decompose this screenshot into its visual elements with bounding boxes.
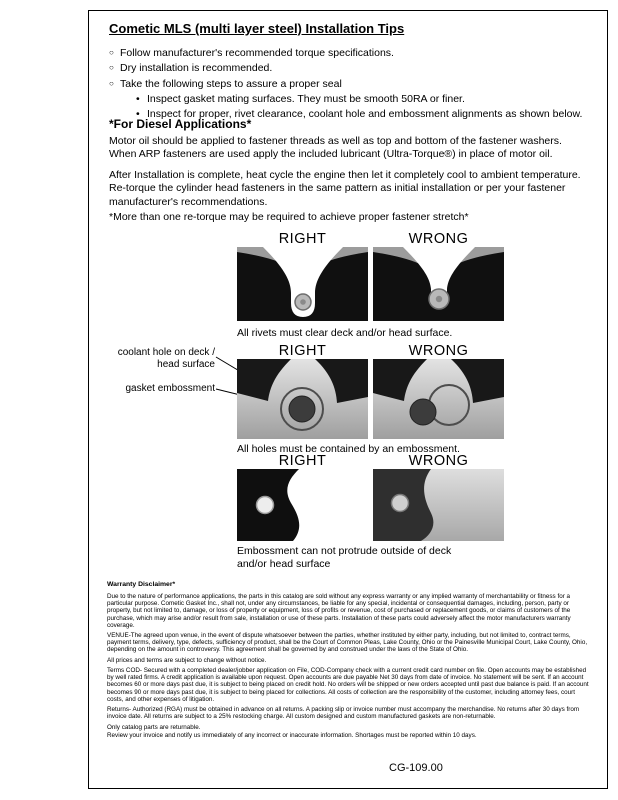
retorque-note: *More than one re-torque may be required to achieve proper fastener stretch* <box>109 211 469 223</box>
tips-list <box>109 47 597 123</box>
wrong-label-row1: WRONG <box>408 231 469 247</box>
tip-item <box>109 47 597 60</box>
warranty-disclaimer-section <box>107 581 593 742</box>
protrusion-wrong-diagram <box>373 469 504 541</box>
legal-paragraph: Due to the nature of performance applications, the parts in this catalog are sold without any express warranty or any implied warranty of merchantability or fitness for a particular purpose. Cometic Gasket Inc., shall not, under any circumstances, be liable for any special, incidental or consequential damages, including, person, party or property, but not limited to, damage, or loss of property or equipment, loss of profits or revenue, cost of purchased or replacement goods, or claims of customers of the purchase, which may arise and/or result from sale, installation or use of these parts. Installation of these parts could adversely affect the motor manufacturers warranty coverage. <box>107 592 571 629</box>
diesel-paragraph-1: Motor oil should be applied to fastener threads as well as top and bottom of the fastener washers. When ARP fasteners are used apply the included lubricant (Ultra-Torque®) in place of motor oil. <box>109 135 562 161</box>
rivet-right-panel <box>237 247 368 321</box>
protrusion-right-panel <box>237 469 368 541</box>
coolant-caption: All holes must be contained by an embossment. <box>237 443 460 455</box>
coolant-wrong-panel <box>373 359 504 439</box>
right-label-row2: RIGHT <box>278 343 327 359</box>
tip-item <box>109 62 597 75</box>
tip-item <box>109 78 597 121</box>
rivet-clearance-wrong-diagram <box>373 247 504 321</box>
warranty-disclaimer-heading: Warranty Disclaimer* <box>107 581 176 588</box>
protrusion-caption: Embossment can not protrude outside of deck and/or head surface <box>237 545 452 571</box>
rivet-wrong-panel <box>373 247 504 321</box>
tip-text: Dry installation is recommended. <box>120 62 273 75</box>
page-title: Cometic MLS (multi layer steel) Installation Tips <box>109 21 405 36</box>
gasket-embossment-label: gasket embossment <box>125 383 215 394</box>
protrusion-right-diagram <box>237 469 368 541</box>
legal-paragraph: Terms COD- Secured with a completed dealer/jobber application on File, COD-Company check with a current credit card number on file. Open accounts may be established by well rated firms. A credit application is available upon request. Open accounts are due payable Net 30 days from date of invoice. No statement will be sent. If an account becomes 60 or more days past due, it is subject to being placed on credit hold. No orders will be shipped or new orders accepted until past due balance is paid. If an account becomes 90 or more days past due, it is subject to being placed for collections. All costs of collection are the responsibility of the customer, including attorney fees, court costs, and other expenses of litigation. <box>107 666 589 703</box>
sub-tip-text: Inspect gasket mating surfaces. They must be smooth 50RA or finer. <box>147 92 465 105</box>
wrong-label-row2: WRONG <box>408 343 469 359</box>
tip-text: Follow manufacturer's recommended torque specifications. <box>120 47 394 59</box>
wrong-label-row3: WRONG <box>408 453 469 469</box>
tip-text: Take the following steps to assure a proper seal <box>120 77 342 90</box>
right-label-row3: RIGHT <box>278 453 327 469</box>
legal-paragraph: Returns- Authorized (RGA) must be obtained in advance on all returns. A packing slip or invoice number must accompany the merchandise. No returns after 30 days from invoice date. All returns are subject to a 25% restocking charge. All custom designed and custom manufactured gaskets are non-returnable. <box>107 706 580 721</box>
coolant-hole-icon <box>289 396 315 422</box>
rivet-caption: All rivets must clear deck and/or head surface. <box>237 327 453 339</box>
rivet-clearance-right-diagram <box>237 247 368 321</box>
coolant-hole-wrong-diagram <box>373 359 504 439</box>
coolant-hole-label: coolant hole on deck / head surface <box>117 347 215 370</box>
legal-paragraph: VENUE-The agreed upon venue, in the event of dispute whatsoever between the parties, whether instituted by either party, including, but not limited to, contract terms, payment terms, delivery, type, defects, sufficiency of product, shall be the Court of Common Pleas, Lake County, Ohio or the Painesville Municipal Court, Lake County, Ohio, depending on the amount in controversy. This agreement shall be governed by and construed under the laws of the State of Ohio. <box>107 631 588 654</box>
bolt-hole-icon <box>392 495 409 512</box>
sub-tip-text: Inspect for proper, rivet clearance, coolant hole and embossment alignments as shown below. <box>147 108 583 121</box>
bolt-hole-icon <box>257 497 274 514</box>
legal-paragraph: Only catalog parts are returnable. <box>107 723 201 731</box>
right-label-row1: RIGHT <box>278 231 327 247</box>
diesel-applications-heading: *For Diesel Applications* <box>109 117 252 131</box>
coolant-hole-right-diagram <box>237 359 368 439</box>
coolant-right-panel <box>237 359 368 439</box>
protrusion-wrong-panel <box>373 469 504 541</box>
diesel-paragraph-2: After Installation is complete, heat cycle the engine then let it completely cool to ambient temperature. Re-torque the cylinder head fasteners in the same pattern as initial installation or per your fastener manufacturer's recommendations. <box>109 169 581 208</box>
legal-paragraph: Review your invoice and notify us immediately of any incorrect or inaccurate information. Shortages must be reported within 10 days. <box>107 731 477 739</box>
legal-paragraph: All prices and terms are subject to change without notice. <box>107 656 267 664</box>
page-number: CG-109.00 <box>389 762 443 774</box>
sub-tip-item <box>136 93 597 106</box>
coolant-hole-icon <box>410 399 436 425</box>
diagram-section <box>117 231 577 581</box>
page-border-frame <box>88 10 608 789</box>
